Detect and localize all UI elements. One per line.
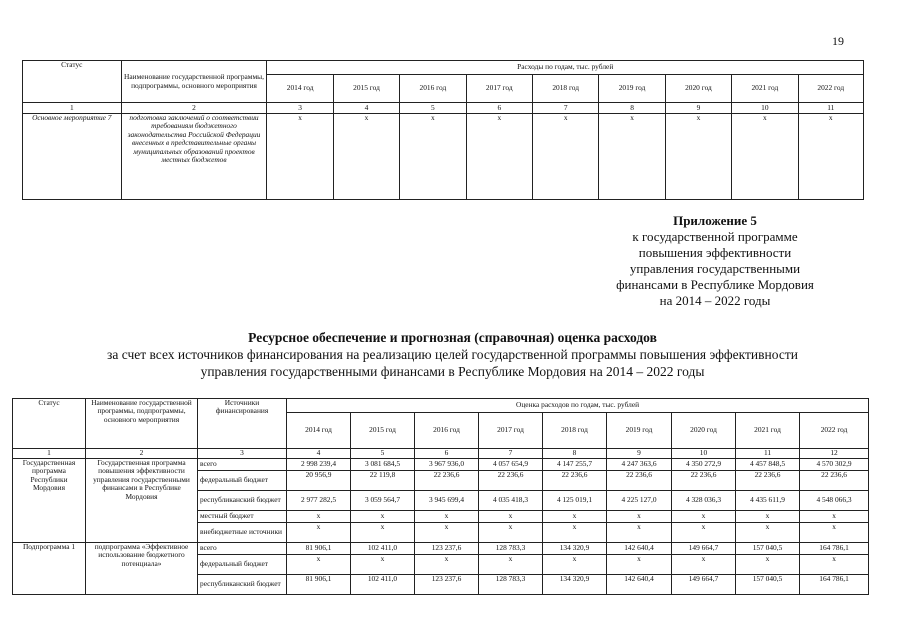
cell-value: х (672, 523, 736, 543)
cell-value: 2 998 239,4 (287, 459, 351, 471)
cell-value: 123 237,6 (415, 575, 479, 595)
year-header: 2017 год (466, 75, 532, 103)
row-status: Основное мероприятие 7 (23, 114, 122, 200)
cell-value: 102 411,0 (351, 543, 415, 555)
cell-value: х (351, 555, 415, 575)
cell-value: 22 236,6 (672, 471, 736, 491)
header-status: Статус (13, 399, 86, 449)
header-status: Статус (23, 61, 122, 103)
cell-value: 142 640,4 (607, 543, 672, 555)
year-header: 2015 год (351, 413, 415, 449)
header-name: Наименование государственной программы, подпрограммы, основного мероприятия (86, 399, 198, 449)
year-header: 2020 год (665, 75, 731, 103)
cell-value: 149 664,7 (672, 543, 736, 555)
cell-value: 4 247 363,6 (607, 459, 672, 471)
col-num: 2 (86, 449, 198, 459)
cell-value: х (599, 114, 665, 200)
cell-value: 164 786,1 (800, 575, 869, 595)
year-header: 2016 год (415, 413, 479, 449)
col-num: 9 (607, 449, 672, 459)
page-number: 19 (832, 34, 844, 48)
cell-value: х (479, 523, 543, 543)
col-num: 8 (599, 103, 665, 114)
cell-value: 4 057 654,9 (479, 459, 543, 471)
col-num: 4 (333, 103, 399, 114)
header-sources: Источники финансирования (198, 399, 287, 449)
cell-value: х (607, 511, 672, 523)
appendix-line: финансами в Республике Мордовия (616, 277, 814, 292)
year-header: 2015 год (333, 75, 399, 103)
year-header: 2022 год (800, 413, 869, 449)
col-num: 7 (479, 449, 543, 459)
col-num: 5 (351, 449, 415, 459)
cell-value: 149 664,7 (672, 575, 736, 595)
cell-value: 134 320,9 (543, 575, 607, 595)
appendix-line: управления государственными (629, 261, 801, 276)
source-label: внебюджетные источники (198, 523, 287, 543)
cell-value: х (672, 555, 736, 575)
cell-value: 22 236,6 (607, 471, 672, 491)
cell-value: х (532, 114, 598, 200)
cell-value: х (665, 114, 731, 200)
cell-value: х (607, 523, 672, 543)
col-num: 10 (672, 449, 736, 459)
cell-value: х (479, 511, 543, 523)
cell-value: 22 236,6 (543, 471, 607, 491)
cell-value: 4 147 255,7 (543, 459, 607, 471)
col-num: 3 (267, 103, 333, 114)
cell-value: 81 906,1 (287, 575, 351, 595)
cell-value: 142 640,4 (607, 575, 672, 595)
cell-value: 157 040,5 (736, 575, 800, 595)
cell-value: х (351, 523, 415, 543)
header-expenses: Расходы по годам, тыс. рублей (267, 61, 864, 75)
cell-value: х (543, 555, 607, 575)
document-subtitle: управления государственными финансами в Республике Мордовия на 2014 – 2022 годы (200, 364, 705, 379)
col-num: 3 (198, 449, 287, 459)
cell-value: 128 783,3 (479, 543, 543, 555)
cell-value: 4 548 066,3 (800, 491, 869, 511)
source-label: всего (198, 459, 287, 471)
cell-value: 157 040,5 (736, 543, 800, 555)
col-num: 6 (466, 103, 532, 114)
resource-table (12, 398, 869, 595)
cell-value: х (415, 555, 479, 575)
col-num: 1 (23, 103, 122, 114)
cell-value: х (400, 114, 466, 200)
cell-value: 4 035 418,3 (479, 491, 543, 511)
cell-value: 81 906,1 (287, 543, 351, 555)
group-name: подпрограмма «Эффективное использование бюджетного потенциала» (86, 543, 198, 595)
col-num: 9 (665, 103, 731, 114)
col-num: 8 (543, 449, 607, 459)
source-label: республиканский бюджет (198, 575, 287, 595)
col-num: 7 (532, 103, 598, 114)
cell-value: 134 320,9 (543, 543, 607, 555)
cell-value: х (267, 114, 333, 200)
source-label: федеральный бюджет (198, 471, 287, 491)
cell-value: х (736, 511, 800, 523)
source-label: республиканский бюджет (198, 491, 287, 511)
year-header: 2018 год (532, 75, 598, 103)
row-name: подготовка заключений о соответствии требованиям бюджетного законодательства Российской Федерации внесенных в представительные органы муниципальных образований проектов местных бюджетов (121, 114, 267, 200)
year-header: 2019 год (599, 75, 665, 103)
cell-value: 123 237,6 (415, 543, 479, 555)
year-header: 2022 год (798, 75, 863, 103)
cell-value: 3 059 564,7 (351, 491, 415, 511)
col-num: 5 (400, 103, 466, 114)
cell-value: 3 081 684,5 (351, 459, 415, 471)
group-status: Государственная программа Республики Мордовия (13, 459, 86, 543)
cell-value: х (351, 511, 415, 523)
cell-value: х (543, 523, 607, 543)
cell-value: х (736, 523, 800, 543)
cell-value: 4 225 127,0 (607, 491, 672, 511)
col-num: 4 (287, 449, 351, 459)
cell-value: х (479, 555, 543, 575)
cell-value: 20 956,9 (287, 471, 351, 491)
cell-value: 4 457 848,5 (736, 459, 800, 471)
cell-value: 22 236,6 (415, 471, 479, 491)
cell-value: х (736, 555, 800, 575)
cell-value: 4 350 272,9 (672, 459, 736, 471)
col-num: 11 (736, 449, 800, 459)
expenses-table-continued (22, 60, 864, 200)
col-num: 12 (800, 449, 869, 459)
cell-value: 3 945 699,4 (415, 491, 479, 511)
cell-value: 102 411,0 (351, 575, 415, 595)
year-header: 2014 год (267, 75, 333, 103)
cell-value: х (543, 511, 607, 523)
cell-value: 4 435 611,9 (736, 491, 800, 511)
document-title: Ресурсное обеспечение и прогнозная (справочная) оценка расходов (248, 330, 657, 345)
year-header: 2017 год (479, 413, 543, 449)
cell-value: 22 119,8 (351, 471, 415, 491)
cell-value: 164 786,1 (800, 543, 869, 555)
col-num: 10 (732, 103, 798, 114)
cell-value: х (732, 114, 798, 200)
year-header: 2014 год (287, 413, 351, 449)
cell-value: х (800, 511, 869, 523)
col-num: 6 (415, 449, 479, 459)
cell-value: х (415, 523, 479, 543)
cell-value: х (798, 114, 863, 200)
group-name: Государственная программа повышения эффективности управления государственными финансами в Республике Мордовия (86, 459, 198, 543)
cell-value: х (800, 555, 869, 575)
col-num: 2 (121, 103, 267, 114)
cell-value: х (333, 114, 399, 200)
cell-value: х (287, 511, 351, 523)
year-header: 2018 год (543, 413, 607, 449)
appendix-heading: Приложение 5 (673, 213, 757, 228)
cell-value: 4 570 302,9 (800, 459, 869, 471)
cell-value: 22 236,6 (800, 471, 869, 491)
appendix-block (560, 213, 870, 309)
source-label: всего (198, 543, 287, 555)
group-status: Подпрограмма 1 (13, 543, 86, 595)
header-name: Наименование государственной программы, подпрограммы, основного мероприятия (121, 61, 267, 103)
cell-value: х (415, 511, 479, 523)
year-header: 2021 год (736, 413, 800, 449)
appendix-line: на 2014 – 2022 годы (659, 293, 771, 308)
appendix-line: повышения эффективности (638, 245, 792, 260)
cell-value: х (607, 555, 672, 575)
year-header: 2016 год (400, 75, 466, 103)
year-header: 2020 год (672, 413, 736, 449)
cell-value: х (466, 114, 532, 200)
cell-value: х (672, 511, 736, 523)
cell-value: 22 236,6 (479, 471, 543, 491)
cell-value: 128 783,3 (479, 575, 543, 595)
cell-value: 22 236,6 (736, 471, 800, 491)
document-subtitle: за счет всех источников финансирования на реализацию целей государственной программы повышения эффективности (107, 347, 798, 362)
appendix-line: к государственной программе (632, 229, 798, 244)
cell-value: 4 328 036,3 (672, 491, 736, 511)
source-label: местный бюджет (198, 511, 287, 523)
cell-value: х (800, 523, 869, 543)
header-estimate: Оценка расходов по годам, тыс. рублей (287, 399, 869, 413)
cell-value: х (287, 523, 351, 543)
col-num: 1 (13, 449, 86, 459)
source-label: федеральный бюджет (198, 555, 287, 575)
year-header: 2021 год (732, 75, 798, 103)
cell-value: 4 125 019,1 (543, 491, 607, 511)
year-header: 2019 год (607, 413, 672, 449)
cell-value: 3 967 936,0 (415, 459, 479, 471)
cell-value: 2 977 282,5 (287, 491, 351, 511)
col-num: 11 (798, 103, 863, 114)
cell-value: х (287, 555, 351, 575)
